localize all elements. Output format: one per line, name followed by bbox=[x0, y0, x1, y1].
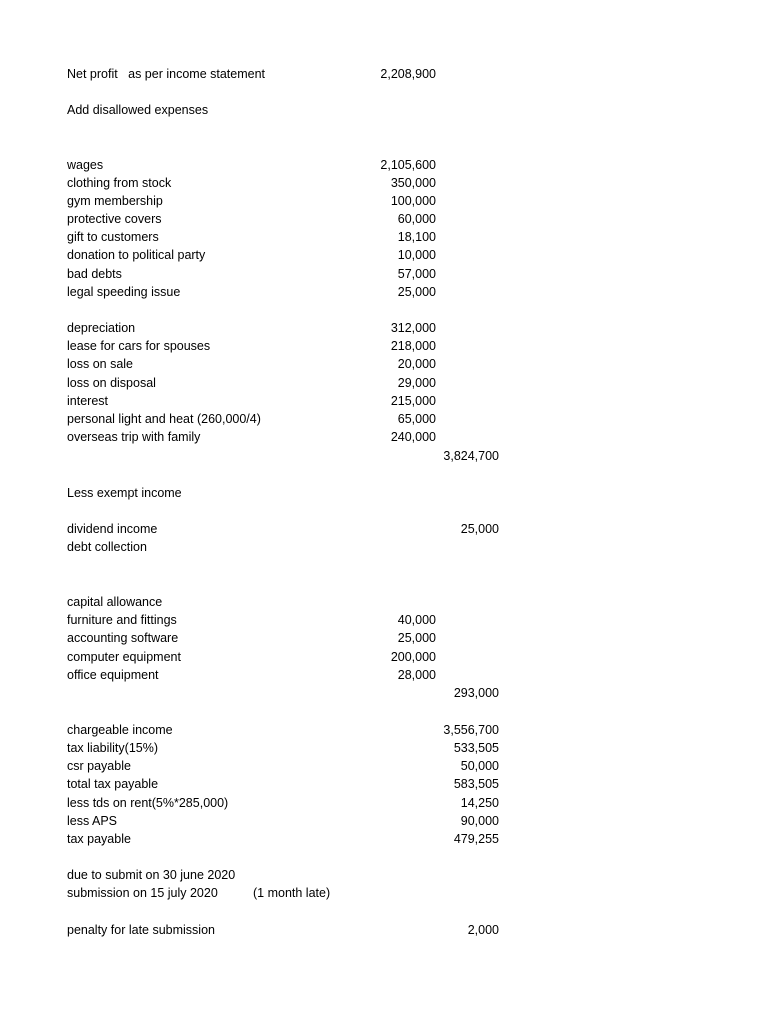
expense-row bbox=[0, 410, 768, 428]
debt-collection-row bbox=[0, 538, 768, 556]
submission-text: submission on 15 july 2020 bbox=[67, 886, 218, 900]
tax-label: chargeable income bbox=[67, 723, 173, 737]
tax-label: csr payable bbox=[67, 759, 131, 773]
dividend-row bbox=[0, 520, 768, 538]
net-profit-value: 2,208,900 bbox=[380, 67, 436, 81]
tax-row bbox=[0, 775, 768, 793]
expense-row bbox=[0, 355, 768, 373]
expense-label: personal light and heat (260,000/4) bbox=[67, 412, 261, 426]
expense-row bbox=[0, 156, 768, 174]
capital-allowance-heading: capital allowance bbox=[67, 595, 163, 609]
expense-value: 20,000 bbox=[397, 357, 436, 371]
expense-value: 350,000 bbox=[390, 176, 436, 190]
tax-label: total tax payable bbox=[67, 777, 159, 791]
dividend-value: 25,000 bbox=[460, 522, 499, 536]
expense-row bbox=[0, 337, 768, 355]
expense-label: gift to customers bbox=[67, 230, 159, 244]
capital-allowance-row bbox=[0, 611, 768, 629]
expense-row bbox=[0, 428, 768, 446]
dividend-label: dividend income bbox=[67, 522, 158, 536]
expense-label: clothing from stock bbox=[67, 176, 172, 190]
expense-row bbox=[0, 283, 768, 301]
due-date-text: due to submit on 30 june 2020 bbox=[67, 868, 236, 882]
capital-allowance-label: accounting software bbox=[67, 631, 179, 645]
expense-value: 240,000 bbox=[390, 430, 436, 444]
tax-row bbox=[0, 739, 768, 757]
penalty-value: 2,000 bbox=[467, 923, 499, 937]
expense-row bbox=[0, 228, 768, 246]
expense-label: protective covers bbox=[67, 212, 162, 226]
capital-allowance-row bbox=[0, 666, 768, 684]
capital-allowance-row bbox=[0, 629, 768, 647]
expense-label: gym membership bbox=[67, 194, 163, 208]
expense-row bbox=[0, 210, 768, 228]
exempt-heading-row bbox=[0, 484, 768, 502]
expense-value: 18,100 bbox=[397, 230, 436, 244]
tax-row bbox=[0, 757, 768, 775]
tax-row bbox=[0, 812, 768, 830]
expense-row bbox=[0, 374, 768, 392]
tax-label: tax payable bbox=[67, 832, 131, 846]
expense-value: 215,000 bbox=[390, 394, 436, 408]
tax-row bbox=[0, 794, 768, 812]
expense-label: depreciation bbox=[67, 321, 136, 335]
penalty-row bbox=[0, 921, 768, 939]
capital-allowance-value: 200,000 bbox=[390, 650, 436, 664]
expense-value: 25,000 bbox=[397, 285, 436, 299]
tax-label: less APS bbox=[67, 814, 118, 828]
disallowed-total: 3,824,700 bbox=[443, 449, 499, 463]
tax-row bbox=[0, 721, 768, 739]
expense-value: 29,000 bbox=[397, 376, 436, 390]
expense-row bbox=[0, 174, 768, 192]
expense-value: 2,105,600 bbox=[380, 158, 436, 172]
expense-row bbox=[0, 192, 768, 210]
penalty-label: penalty for late submission bbox=[67, 923, 215, 937]
late-note: (1 month late) bbox=[253, 886, 331, 900]
expense-label: bad debts bbox=[67, 267, 122, 281]
expense-value: 100,000 bbox=[390, 194, 436, 208]
capital-allowance-value: 28,000 bbox=[397, 668, 436, 682]
expense-label: legal speeding issue bbox=[67, 285, 181, 299]
expense-label: loss on sale bbox=[67, 357, 134, 371]
add-disallowed-heading: Add disallowed expenses bbox=[67, 103, 209, 117]
expense-label: overseas trip with family bbox=[67, 430, 201, 444]
expense-label: donation to political party bbox=[67, 248, 206, 262]
capital-allowance-value: 40,000 bbox=[397, 613, 436, 627]
capital-allowance-label: computer equipment bbox=[67, 650, 181, 664]
net-profit-row bbox=[0, 65, 768, 83]
expense-label: lease for cars for spouses bbox=[67, 339, 211, 353]
due-date-row bbox=[0, 866, 768, 884]
expense-row bbox=[0, 246, 768, 264]
expense-value: 60,000 bbox=[397, 212, 436, 226]
capital-allowance-value: 25,000 bbox=[397, 631, 436, 645]
expense-row bbox=[0, 265, 768, 283]
expense-value: 312,000 bbox=[390, 321, 436, 335]
disallowed-total-row bbox=[0, 447, 768, 465]
expense-value: 65,000 bbox=[397, 412, 436, 426]
exempt-heading: Less exempt income bbox=[67, 486, 182, 500]
expense-label: interest bbox=[67, 394, 108, 408]
capital-allowance-label: office equipment bbox=[67, 668, 159, 682]
tax-value: 3,556,700 bbox=[443, 723, 499, 737]
capital-allowance-total: 293,000 bbox=[453, 686, 499, 700]
tax-value: 14,250 bbox=[460, 796, 499, 810]
add-disallowed-heading-row bbox=[0, 101, 768, 119]
tax-value: 479,255 bbox=[453, 832, 499, 846]
expense-value: 57,000 bbox=[397, 267, 436, 281]
expense-value: 218,000 bbox=[390, 339, 436, 353]
submission-row bbox=[0, 884, 768, 902]
debt-collection-label: debt collection bbox=[67, 540, 147, 554]
expense-label: loss on disposal bbox=[67, 376, 156, 390]
tax-value: 90,000 bbox=[460, 814, 499, 828]
tax-label: less tds on rent(5%*285,000) bbox=[67, 796, 229, 810]
expense-value: 10,000 bbox=[397, 248, 436, 262]
capital-allowance-label: furniture and fittings bbox=[67, 613, 177, 627]
expense-row bbox=[0, 392, 768, 410]
expense-row bbox=[0, 319, 768, 337]
tax-value: 533,505 bbox=[453, 741, 499, 755]
tax-row bbox=[0, 830, 768, 848]
tax-value: 583,505 bbox=[453, 777, 499, 791]
net-profit-label: Net profit as per income statement bbox=[67, 67, 266, 81]
capital-allowance-row bbox=[0, 648, 768, 666]
tax-label: tax liability(15%) bbox=[67, 741, 159, 755]
capital-allowance-heading-row bbox=[0, 593, 768, 611]
capital-allowance-total-row bbox=[0, 684, 768, 702]
tax-value: 50,000 bbox=[460, 759, 499, 773]
expense-label: wages bbox=[67, 158, 104, 172]
